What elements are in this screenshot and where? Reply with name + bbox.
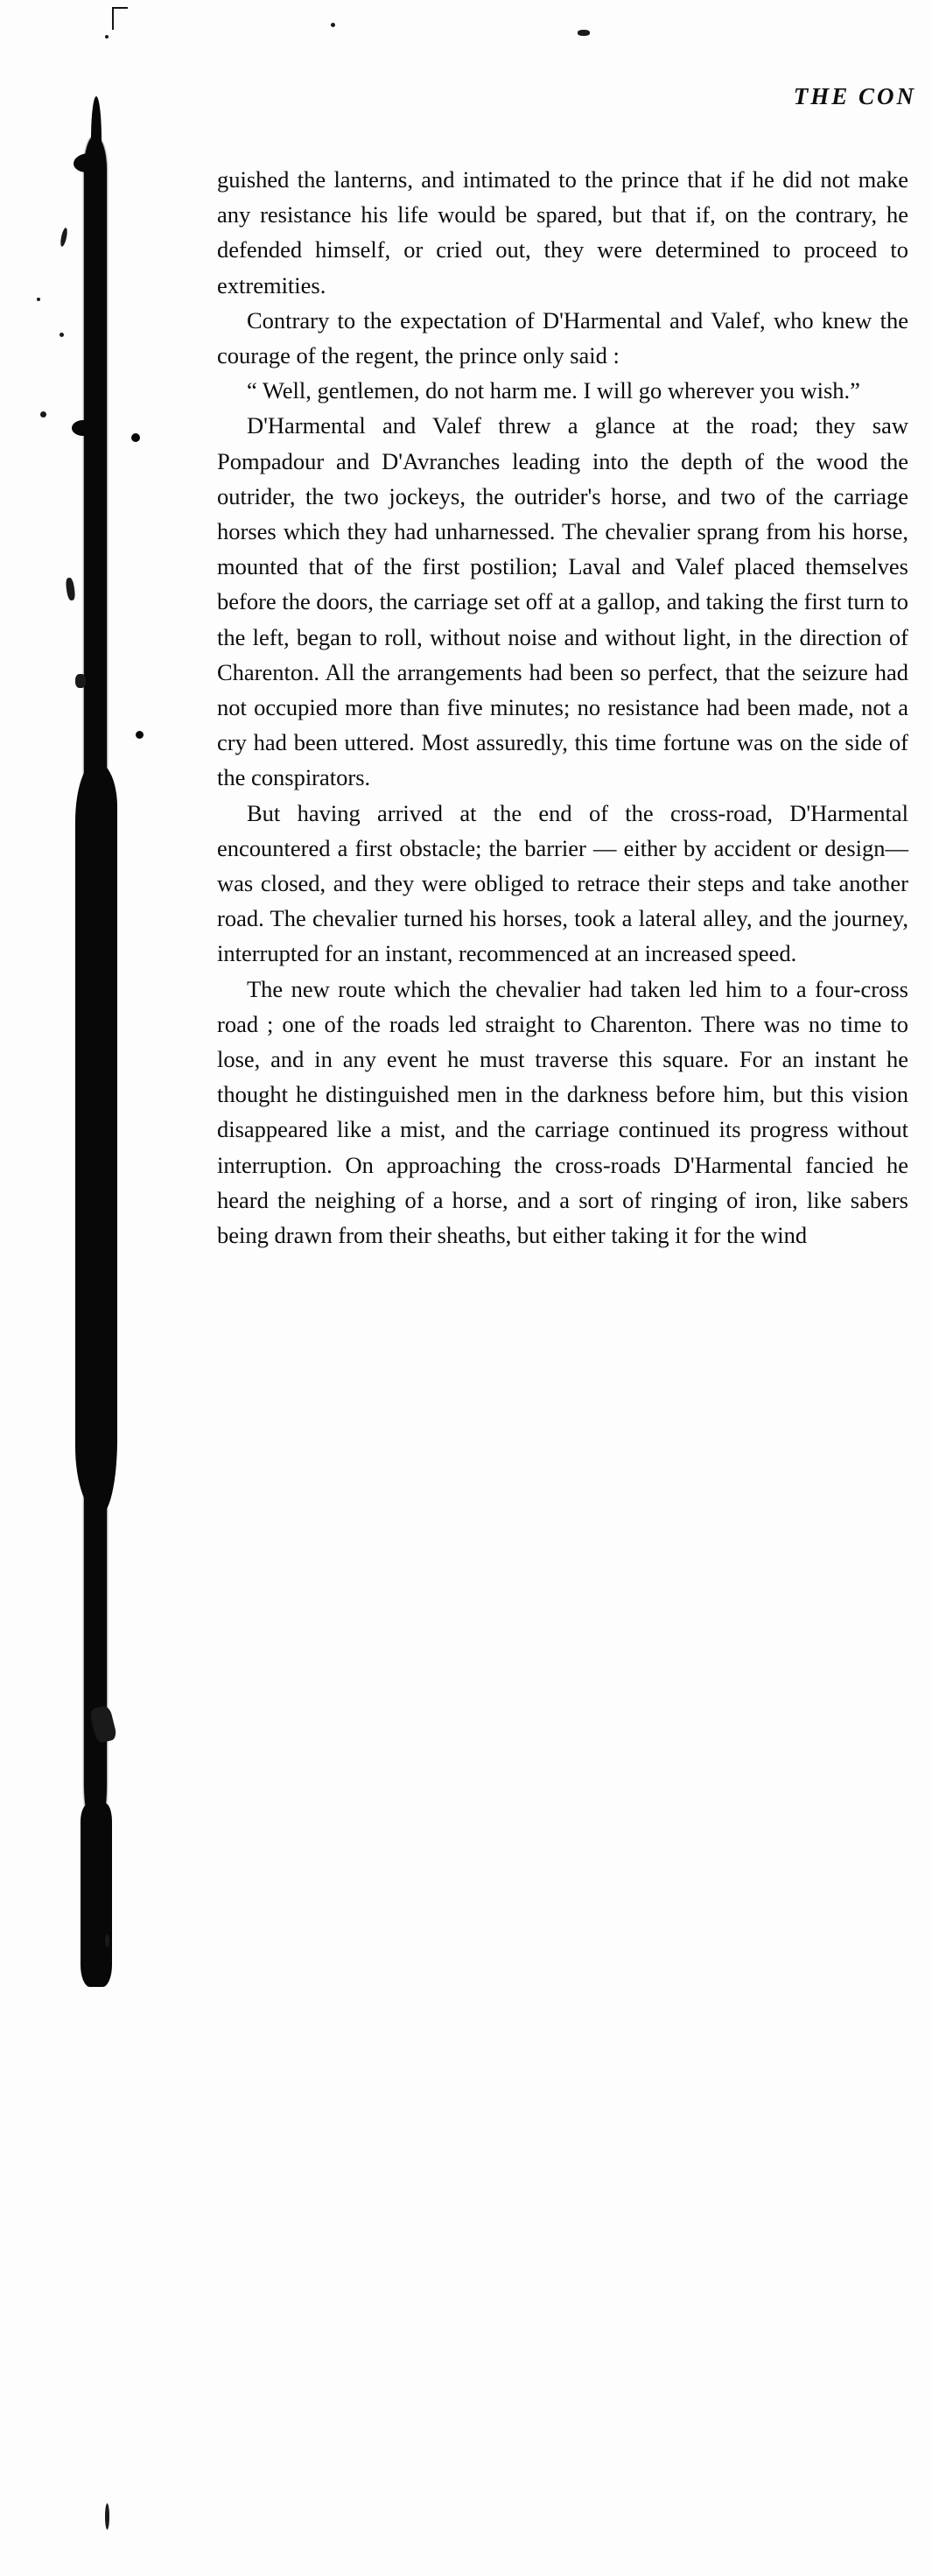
ink-smear-lower	[81, 1803, 112, 1987]
scan-speck	[60, 228, 68, 248]
ink-blob-c	[131, 433, 140, 442]
body-text-column	[217, 162, 908, 1253]
ink-blob-d	[136, 731, 144, 739]
paragraph: guished the lanterns, and intimated to the prince that if he did not make any resistance his life would be spared, but that if, on the contrary, he defended himself, or cried out, they were determined to proceed to extremities.	[217, 166, 908, 298]
scan-speck	[37, 298, 40, 301]
paragraph: D'Harmental and Valef threw a glance at the road; they saw Pompadour and D'Avranches leading into the depth of the wood the outrider, the two jockeys, the outrider's horse, and two of the carriage horses which they had unharnessed. The chevalier sprang from his horse, mounted that of the first postilion; Laval and Valef placed themselves before the doors, the carriage set off at a gallop, and taking the first turn to the left, began to roll, without noise and without light, in the direction of Charenton. All the arrangements had been so perfect, that the seizure had not occupied more than five minutes; no resistance had been made, not a cry had been uttered. Most assuredly, this time fortune was on the side of the conspirators.	[217, 412, 908, 791]
scan-speck	[105, 2503, 109, 2530]
scan-gutter-artifact	[0, 0, 184, 2576]
paragraph: “ Well, gentlemen, do not harm me. I will go wherever you wish.”	[247, 377, 860, 404]
scan-speck	[65, 578, 76, 601]
registration-mark-horizontal	[112, 7, 128, 9]
scan-speck	[105, 1934, 109, 1947]
paragraph: The new route which the chevalier had taken led him to a four-cross road ; one of the roads led straight to Charenton. There was no time to lose, and in any event he must traverse this square. For an instant he thought he distinguished men in the darkness before him, but this vision disappeared like a mist, and the carriage continued its progress without interruption. On approaching the cross-roads D'Harmental fancied he heard the neighing of a horse, and a sort of ringing of iron, like sabers being drawn from their sheaths, but either taking it for the wind	[217, 975, 908, 1249]
scan-speck	[105, 35, 109, 39]
scan-speck	[75, 674, 86, 688]
ink-blob-b	[72, 420, 95, 436]
scan-speck	[578, 30, 590, 36]
scan-speck	[89, 1705, 118, 1744]
paragraph: But having arrived at the end of the cross-road, D'Harmental encountered a first obstacle; the barrier — either by accident or design—was closed, and they were obliged to retrace their steps and take another road. The chevalier turned his horses, took a lateral alley, and the journey, interrupted for an instant, recommenced at an increased speed.	[217, 799, 908, 967]
ink-smear-main	[84, 136, 107, 1834]
scan-speck	[331, 23, 335, 27]
ink-smear-bulge-upper	[75, 762, 117, 1514]
ink-blob-a	[74, 153, 103, 172]
scan-speck	[60, 333, 64, 337]
running-head: THE CON	[793, 83, 916, 109]
paragraph: Contrary to the expectation of D'Harmental and Valef, who knew the courage of the regent, the prince only said :	[217, 306, 908, 369]
ink-smear-bulge-lower	[81, 1050, 116, 1418]
registration-mark-vertical	[112, 7, 114, 30]
scan-speck	[40, 411, 46, 418]
